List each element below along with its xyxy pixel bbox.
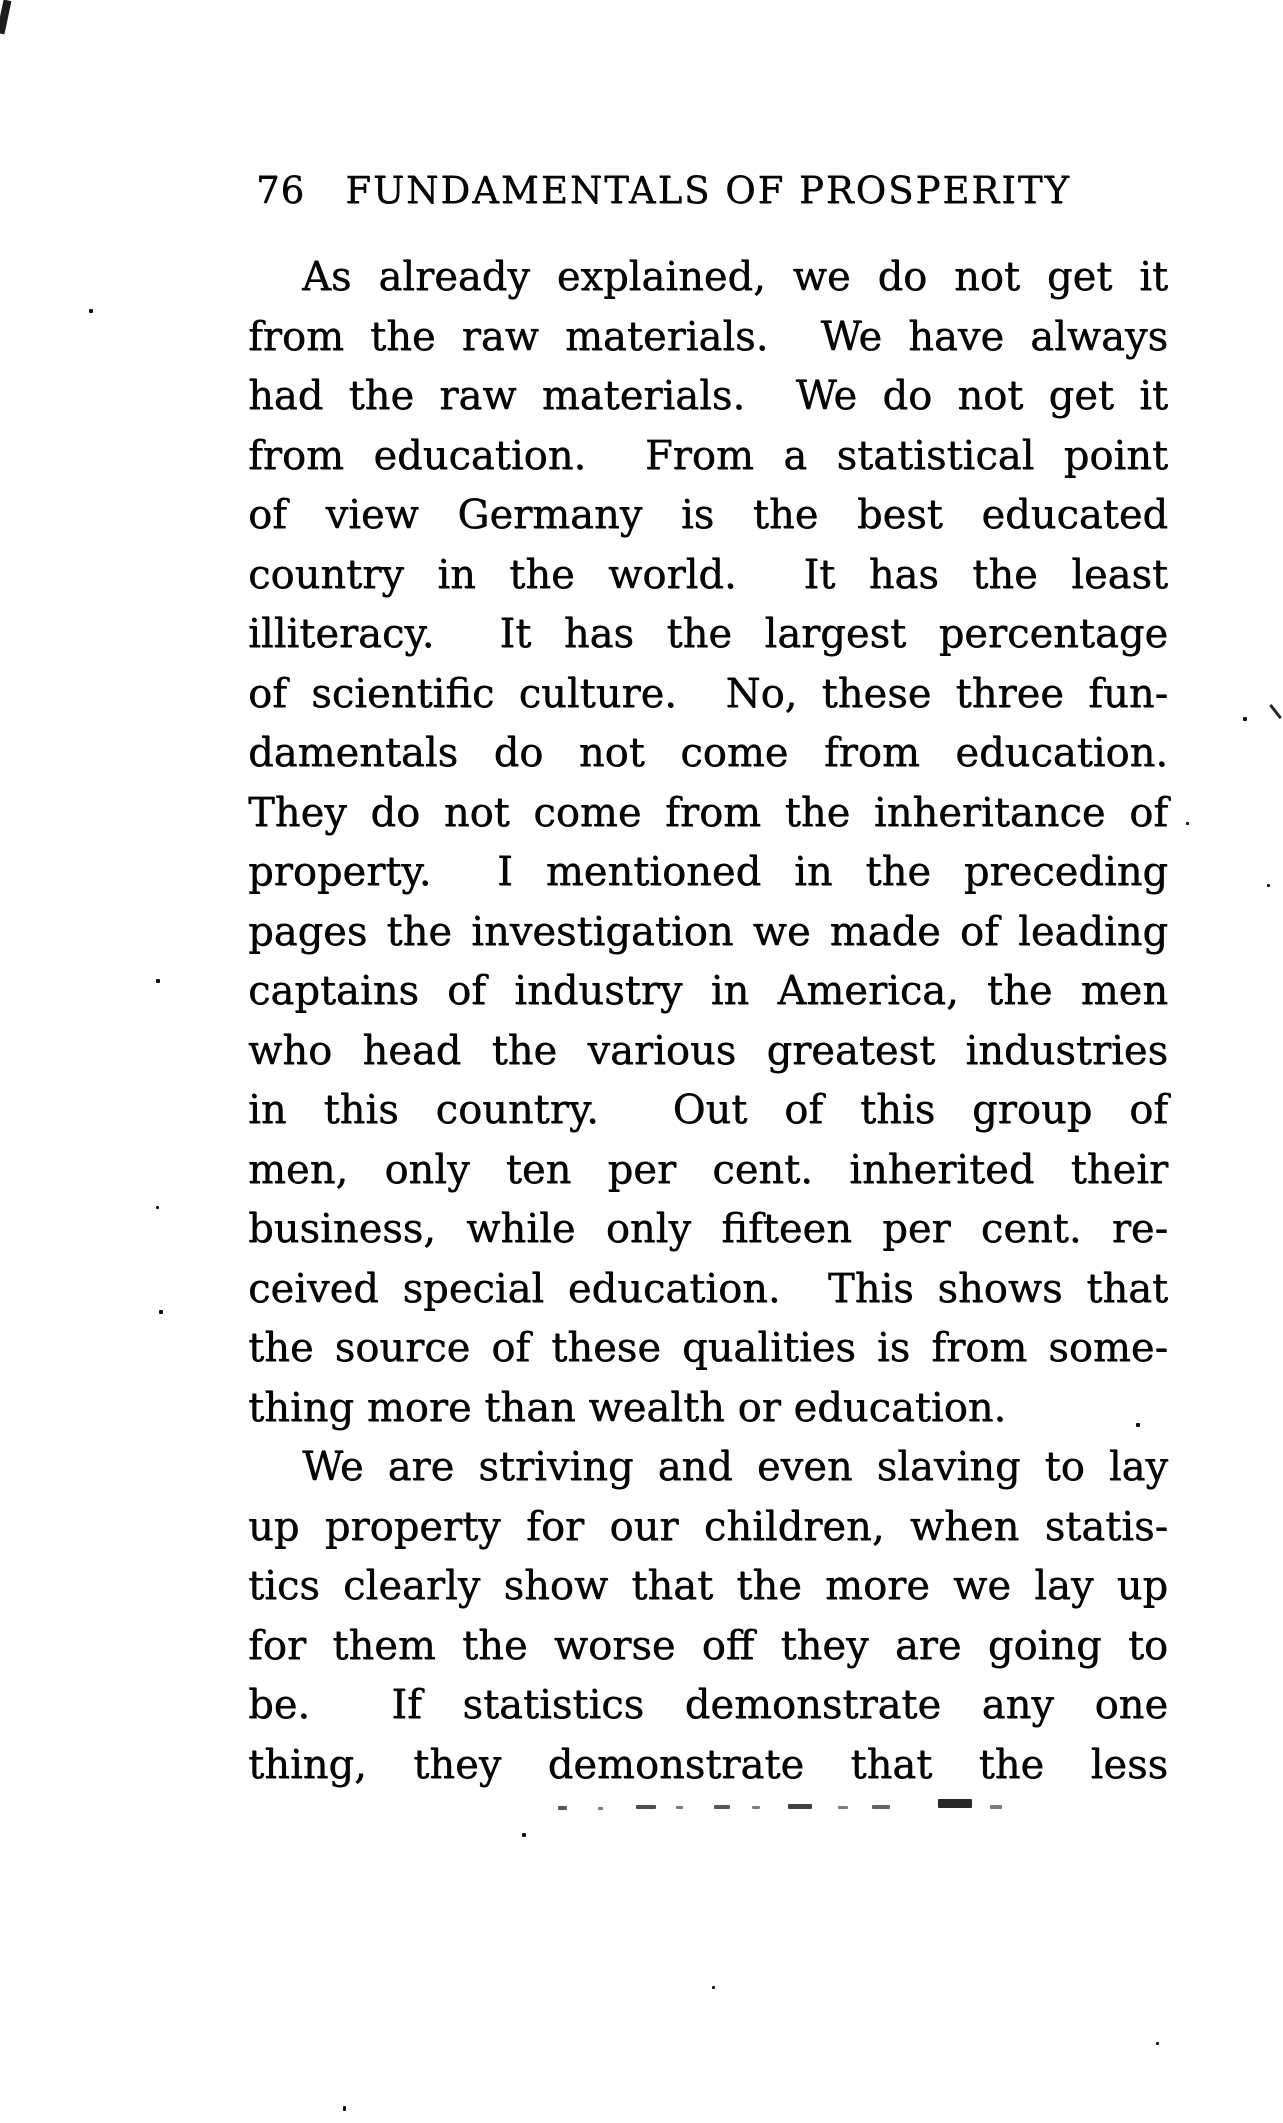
- page-number: 76: [256, 169, 306, 212]
- scan-speck: [89, 309, 93, 313]
- scan-speck: [343, 2106, 346, 2111]
- scan-speck: [1267, 884, 1270, 887]
- corner-ink-mark: [0, 0, 11, 34]
- scan-speck: [522, 1833, 526, 1837]
- scan-speck: [156, 979, 160, 983]
- underline-dash: [598, 1807, 603, 1810]
- underline-dash: [676, 1806, 683, 1809]
- text-line: had the raw materials. We do not get it: [248, 373, 1168, 419]
- scan-speck: [1186, 822, 1189, 825]
- underline-dash: [636, 1805, 656, 1809]
- scan-speck: [159, 1310, 163, 1314]
- text-line: property. I mentioned in the preceding: [248, 849, 1168, 895]
- text-line: of view Germany is the best educated: [248, 492, 1168, 538]
- text-line: captains of industry in America, the men: [248, 968, 1168, 1014]
- page-header: [248, 168, 1168, 216]
- underline-dash: [788, 1804, 812, 1809]
- ink-blob: [938, 1799, 972, 1808]
- text-line: for them the worse off they are going to: [248, 1622, 1168, 1669]
- text-line: from the raw materials. We have always: [248, 313, 1168, 360]
- text-line: They do not come from the inheritance of: [248, 789, 1168, 836]
- underline-dash: [752, 1806, 760, 1809]
- text-line: from education. From a statistical point: [248, 432, 1168, 479]
- text-line: the source of these qualities is from some-: [248, 1325, 1168, 1371]
- running-title: FUNDAMENTALS OF PROSPERITY: [345, 169, 1071, 212]
- body-text: [248, 248, 1168, 1795]
- scan-scratch: [1269, 704, 1282, 719]
- text-line: pages the investigation we made of leading: [248, 908, 1168, 955]
- scan-speck: [1156, 2042, 1159, 2045]
- text-line: tics clearly show that the more we lay up: [248, 1563, 1168, 1609]
- text-line: men, only ten per cent. inherited their: [248, 1146, 1168, 1193]
- text-line: illiteracy. It has the largest percentage: [248, 611, 1168, 657]
- text-line: thing, they demonstrate that the less: [248, 1741, 1168, 1788]
- underline-dash: [714, 1805, 730, 1809]
- underline-dash: [558, 1806, 567, 1810]
- underline-dash: [990, 1805, 1002, 1809]
- text-line: business, while only fifteen per cent. re-: [248, 1206, 1168, 1252]
- scan-speck: [712, 1986, 715, 1989]
- text-line: be. If statistics demonstrate any one: [248, 1682, 1168, 1728]
- text-line: up property for our children, when statis-: [248, 1503, 1168, 1550]
- text-line: of scientific culture. No, these three fun-: [248, 670, 1168, 717]
- scan-speck: [1243, 717, 1247, 721]
- scan-speck: [1136, 1423, 1140, 1427]
- text-line: ceived special education. This shows that: [248, 1265, 1168, 1312]
- text-line: damentals do not come from education.: [248, 730, 1168, 776]
- text-line: As already explained, we do not get it: [302, 254, 1168, 300]
- text-line: country in the world. It has the least: [248, 551, 1168, 598]
- text-line: thing more than wealth or education.: [248, 1384, 1007, 1431]
- text-line: in this country. Out of this group of: [248, 1087, 1168, 1133]
- text-line: We are striving and even slaving to lay: [302, 1444, 1168, 1490]
- underline-dash: [872, 1805, 890, 1809]
- underline-dash: [838, 1806, 848, 1809]
- text-line: who head the various greatest industries: [248, 1027, 1168, 1074]
- scan-speck: [156, 1206, 159, 1209]
